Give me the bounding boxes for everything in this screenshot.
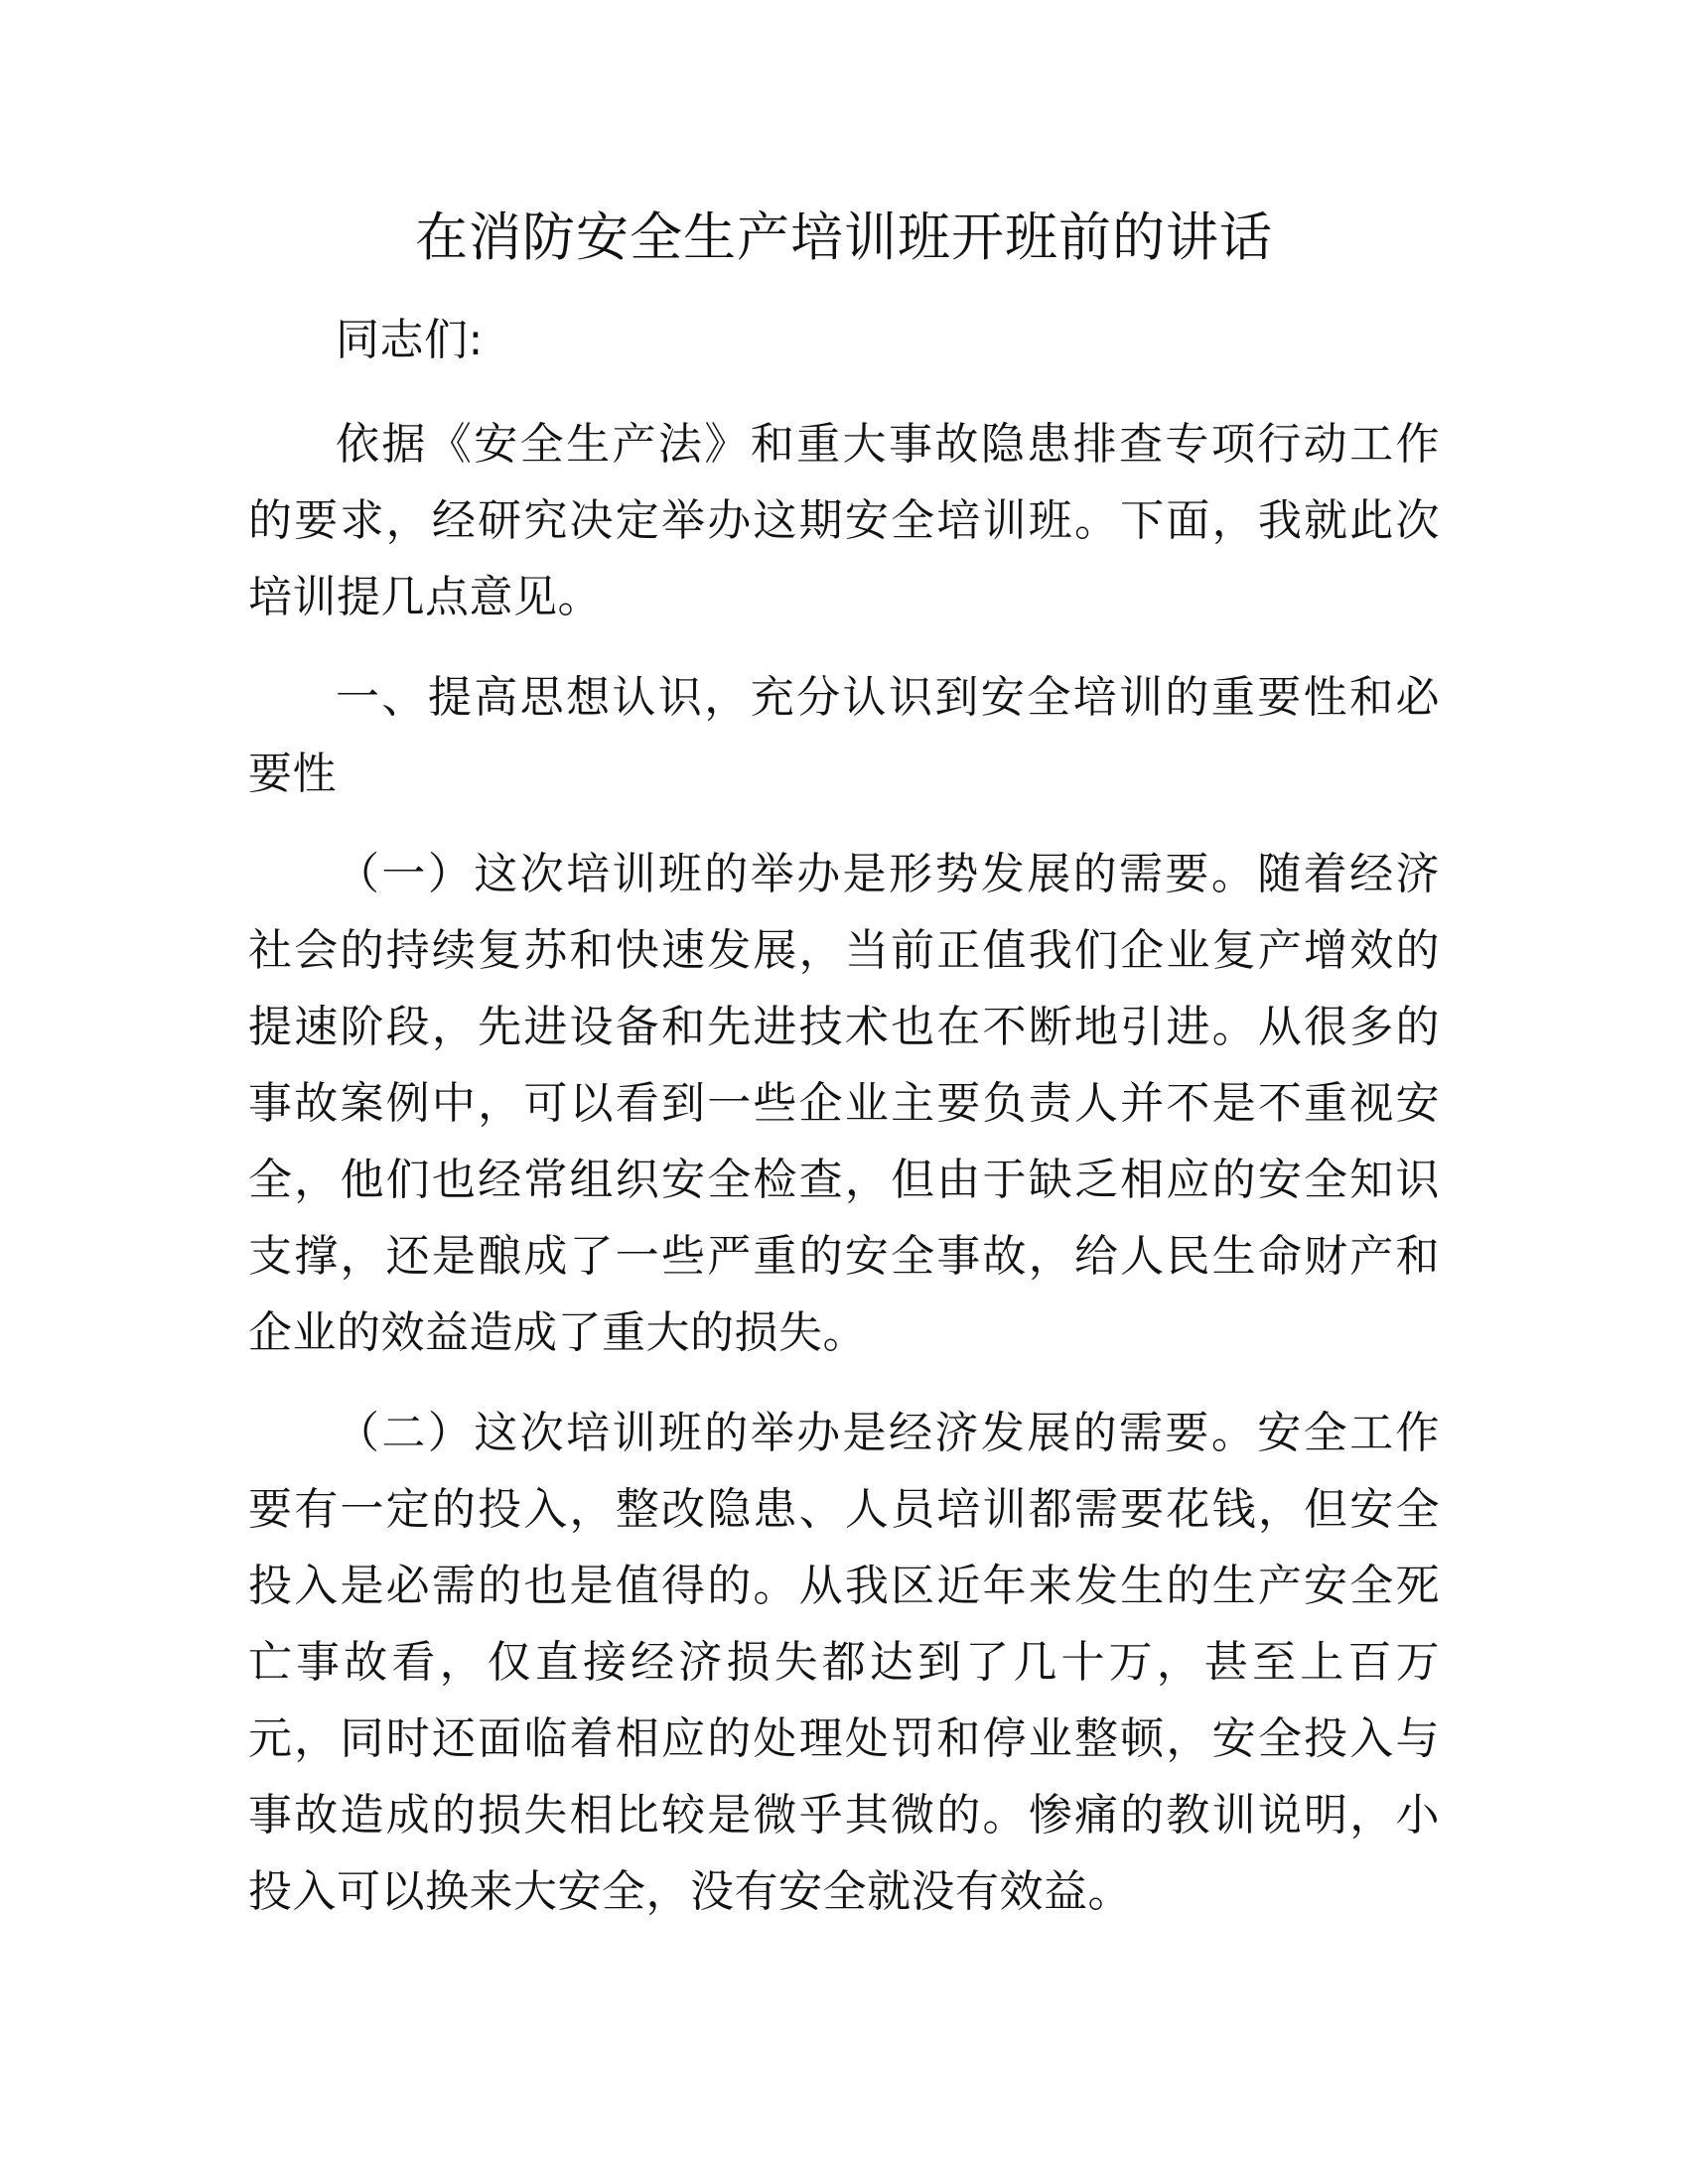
document-page bbox=[248, 199, 1440, 1954]
paragraph-intro: 依据《安全生产法》和重大事故隐患排查专项行动工作的要求，经研究决定举办这期安全培训班。下面，我就此次培训提几点意见。 bbox=[248, 419, 1440, 622]
document-title: 在消防安全生产培训班开班前的讲话 bbox=[415, 207, 1273, 268]
paragraph-subsection-1: （一）这次培训班的举办是形势发展的需要。随着经济社会的持续复苏和快速发展，当前正值我们企业复产增效的提速阶段，先进设备和先进技术也在不断地引进。从很多的事故案例中，可以看到一些企业主要负责人并不是不重视安全，他们也经常组织安全检查，但由于缺乏相应的安全知识支撑，还是酿成了一些严重的安全事故，给人民生命财产和企业的效益造成了重大的损失。 bbox=[248, 849, 1440, 1358]
section-heading-1: 一、提高思想认识，充分认识到安全培训的重要性和必要性 bbox=[248, 672, 1440, 799]
paragraph-subsection-2: （二）这次培训班的举办是经济发展的需要。安全工作要有一定的投入，整改隐患、人员培训都需要花钱，但安全投入是必需的也是值得的。从我区近年来发生的生产安全死亡事故看，仅直接经济损失都达到了几十万，甚至上百万元，同时还面临着相应的处理处罚和停业整顿，安全投入与事故造成的损失相比较是微乎其微的。惨痛的教训说明，小投入可以换来大安全，没有安全就没有效益。 bbox=[248, 1408, 1440, 1917]
salutation: 同志们: bbox=[336, 315, 484, 365]
